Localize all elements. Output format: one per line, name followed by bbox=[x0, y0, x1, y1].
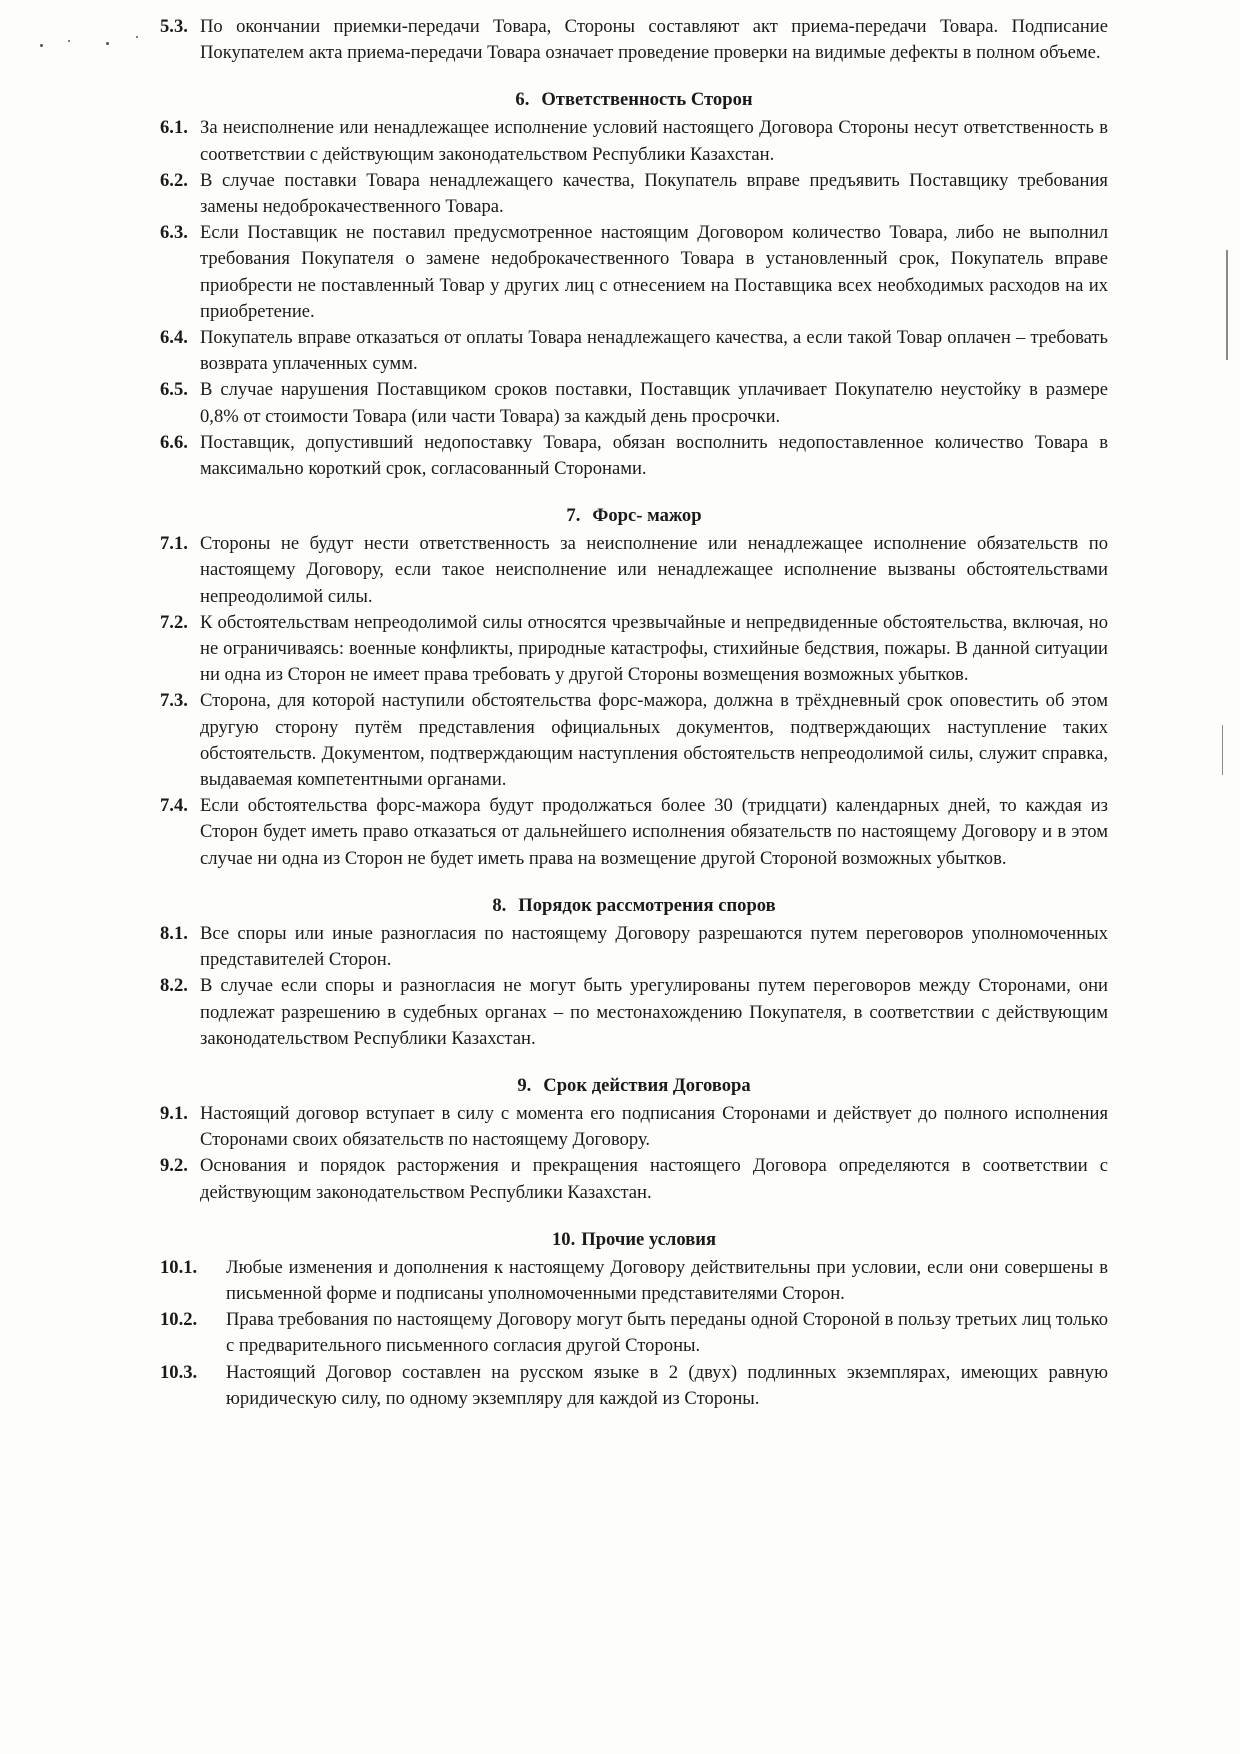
clause-text: За неисполнение или ненадлежащее исполнение условий настоящего Договора Стороны несут ответственность в соответствии с действующим законодательством Республики Казахстан. bbox=[200, 117, 1108, 165]
clause-text: По окончании приемки-передачи Товара, Стороны составляют акт приема-передачи Товара. Подписание Покупателем акта приема-передачи Товара означает проведение проверки на видимые дефекты в полном объеме. bbox=[200, 16, 1108, 64]
clause-9-1 bbox=[160, 1101, 1108, 1153]
scan-speck bbox=[40, 44, 43, 47]
section-title bbox=[160, 1073, 1108, 1099]
section-9 bbox=[160, 1073, 1108, 1206]
clause-6-5 bbox=[160, 377, 1108, 429]
clause-7-3 bbox=[160, 688, 1108, 793]
scan-speck bbox=[106, 42, 109, 45]
clause-number: 7.4. bbox=[160, 795, 188, 817]
clause-text: Стороны не будут нести ответственность за неисполнение или ненадлежащее исполнение обязательств по настоящему Договору, если такое неисполнение или ненадлежащее исполнение вызваны обстоятельствами непреодолимой силы. bbox=[200, 533, 1108, 607]
clause-number: 7.1. bbox=[160, 533, 188, 555]
clause-6-6 bbox=[160, 430, 1108, 482]
clause-6-3 bbox=[160, 220, 1108, 325]
clause-6-2 bbox=[160, 168, 1108, 220]
clause-number: 10.3. bbox=[160, 1361, 198, 1383]
section-title bbox=[160, 87, 1108, 113]
section-number: 7. bbox=[566, 505, 581, 527]
section-title bbox=[160, 893, 1108, 919]
section-6 bbox=[160, 87, 1108, 482]
section-10 bbox=[160, 1227, 1108, 1412]
section-8 bbox=[160, 893, 1108, 1052]
clause-text: Права требования по настоящему Договору могут быть переданы одной Стороной в пользу третьих лиц только с предварительного письменного согласия другой Стороны. bbox=[226, 1309, 1108, 1357]
clause-number: 6.5. bbox=[160, 379, 188, 401]
clause-number: 9.1. bbox=[160, 1102, 188, 1124]
clause-text: Любые изменения и дополнения к настоящему Договору действительны при условии, если они совершены в письменной форме и подписаны уполномоченными представителями Сторон. bbox=[226, 1256, 1108, 1304]
section-number: 9. bbox=[517, 1074, 532, 1096]
clause-8-2 bbox=[160, 973, 1108, 1052]
clause-number: 10.2. bbox=[160, 1309, 198, 1331]
section-number: 6. bbox=[515, 89, 530, 111]
clause-text: Покупатель вправе отказаться от оплаты Товара ненадлежащего качества, а если такой Товар оплачен – требовать возврата уплаченных сумм. bbox=[200, 327, 1108, 375]
clause-number: 6.1. bbox=[160, 117, 188, 139]
clause-number: 9.2. bbox=[160, 1155, 188, 1177]
clause-6-1 bbox=[160, 115, 1108, 167]
scan-speck bbox=[136, 36, 138, 38]
clause-number: 6.4. bbox=[160, 327, 188, 349]
section-number: 10. bbox=[551, 1228, 576, 1250]
section-heading: Срок действия Договора bbox=[543, 1074, 751, 1096]
clause-number: 10.1. bbox=[160, 1256, 198, 1278]
clause-7-1 bbox=[160, 531, 1108, 610]
clause-8-1 bbox=[160, 921, 1108, 973]
clause-number: 6.6. bbox=[160, 431, 188, 453]
clause-text: Настоящий Договор составлен на русском языке в 2 (двух) подлинных экземплярах, имеющих равную юридическую силу, по одному экземпляру для каждой из Стороны. bbox=[226, 1361, 1108, 1409]
clause-text: Если Поставщик не поставил предусмотренное настоящим Договором количество Товара, либо не выполнил требования Покупателя о замене недоброкачественного Товара в установленный срок, Покупатель вправе приобрести не поставленный Товар у других лиц с отнесением на Поставщика всех необходимых расходов на их приобретение. bbox=[200, 222, 1108, 322]
scan-edge-mark bbox=[1222, 725, 1223, 775]
section-heading: Порядок рассмотрения споров bbox=[518, 894, 776, 916]
section-title bbox=[160, 503, 1108, 529]
clause-6-4 bbox=[160, 325, 1108, 377]
clause-text: Основания и порядок расторжения и прекращения настоящего Договора определяются в соответствии с действующим законодательством Республики Казахстан. bbox=[200, 1155, 1108, 1203]
clause-text: Настоящий договор вступает в силу с момента его подписания Сторонами и действует до полного исполнения Сторонами своих обязательств по настоящему Договору. bbox=[200, 1102, 1108, 1151]
clause-number: 7.3. bbox=[160, 690, 188, 712]
clause-10-1 bbox=[160, 1255, 1108, 1307]
clause-7-4 bbox=[160, 793, 1108, 872]
clause-number: 8.2. bbox=[160, 975, 188, 997]
clause-number: 5.3. bbox=[160, 16, 188, 37]
scan-speck bbox=[68, 40, 70, 42]
clause-number: 8.1. bbox=[160, 922, 188, 944]
section-5-continuation bbox=[160, 14, 1108, 66]
section-title bbox=[160, 1227, 1108, 1253]
section-7 bbox=[160, 503, 1108, 872]
clause-text: В случае поставки Товара ненадлежащего качества, Покупатель вправе предъявить Поставщику требования замены недоброкачественного Товара. bbox=[200, 169, 1108, 218]
section-number: 8. bbox=[492, 894, 507, 916]
section-heading: Ответственность Сторон bbox=[541, 89, 753, 111]
clause-text: В случае если споры и разногласия не могут быть урегулированы путем переговоров между Сторонами, они подлежат разрешению в судебных органах – по местонахождению Покупателя, в соответствии с действующим законодательством Республики Казахстан. bbox=[200, 975, 1108, 1049]
clause-text: Все споры или иные разногласия по настоящему Договору разрешаются путем переговоров уполномоченных представителей Сторон. bbox=[200, 922, 1108, 971]
clause-text: Если обстоятельства форс-мажора будут продолжаться более 30 (тридцати) календарных дней, то каждая из Сторон будет иметь право отказаться от дальнейшего исполнения обязательств по настоящему Договору и в этом случае ни одна из Сторон не будет иметь права на возмещение другой Стороной возможных убытков. bbox=[200, 795, 1108, 869]
clause-9-2 bbox=[160, 1153, 1108, 1205]
clause-5-3 bbox=[160, 14, 1108, 66]
clause-text: Сторона, для которой наступили обстоятельства форс-мажора, должна в трёхдневный срок оповестить об этом другую сторону путём представления официальных документов, подтверждающих наступление таких обстоятельств. Документом, подтверждающим наступления обстоятельств непреодолимой силы, служит справка, выдаваемая компетентными органами. bbox=[200, 690, 1108, 791]
clause-10-3 bbox=[160, 1360, 1108, 1412]
contract-body bbox=[160, 14, 1108, 1412]
section-heading: Прочие условия bbox=[581, 1228, 717, 1250]
clause-number: 6.2. bbox=[160, 169, 188, 191]
section-heading: Форс- мажор bbox=[592, 505, 702, 527]
clause-text: В случае нарушения Поставщиком сроков поставки, Поставщик уплачивает Покупателю неустойку в размере 0,8% от стоимости Товара (или части Товара) за каждый день просрочки. bbox=[200, 379, 1108, 427]
clause-number: 7.2. bbox=[160, 611, 188, 633]
clause-10-2 bbox=[160, 1307, 1108, 1359]
clause-text: Поставщик, допустивший недопоставку Товара, обязан восполнить недопоставленное количество Товара в максимально короткий срок, согласованный Сторонами. bbox=[200, 431, 1108, 480]
clause-7-2 bbox=[160, 610, 1108, 689]
clause-text: К обстоятельствам непреодолимой силы относятся чрезвычайные и непредвиденные обстоятельства, включая, но не ограничиваясь: военные конфликты, природные катастрофы, стихийные бедствия, пожары. В данной ситуации ни одна из Сторон не имеет права требовать у другой Стороны возмещения возможных убытков. bbox=[200, 611, 1108, 686]
scan-edge-mark bbox=[1226, 250, 1228, 360]
clause-number: 6.3. bbox=[160, 222, 188, 244]
